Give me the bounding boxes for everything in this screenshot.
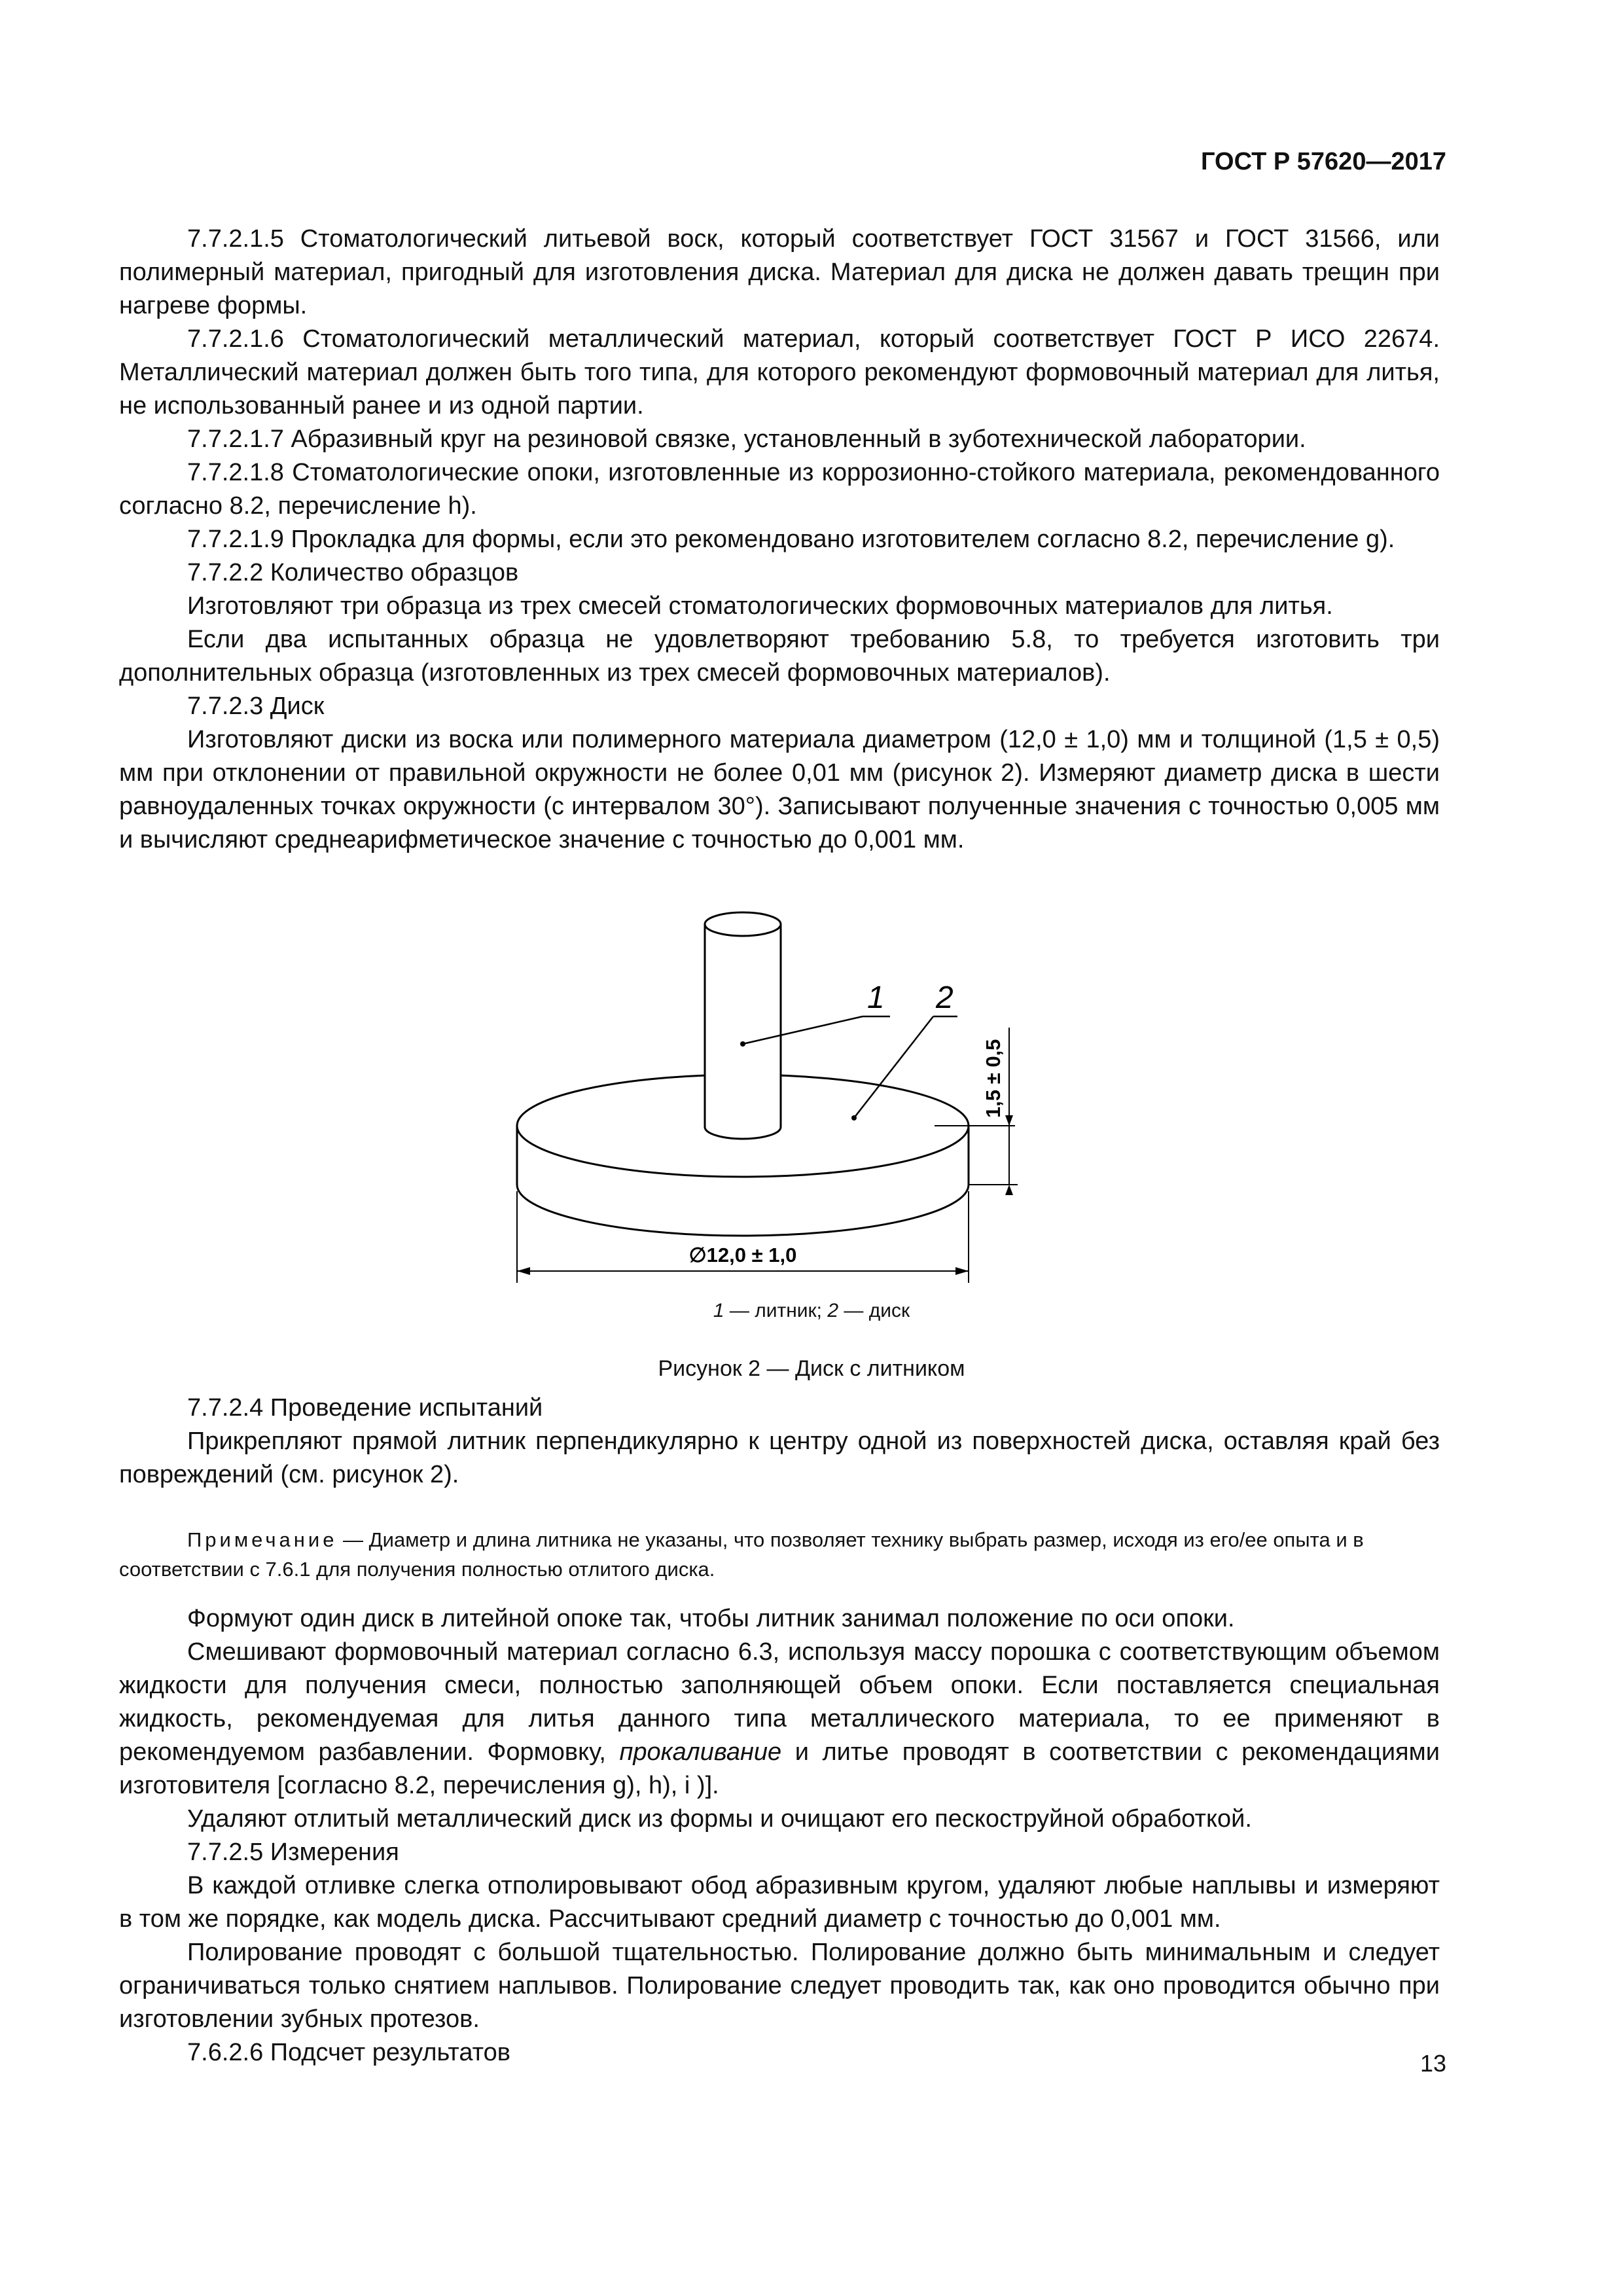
- diameter-arrow-left: [517, 1267, 530, 1275]
- paragraph: Удаляют отлитый металлический диск из формы и очищают его пескоструйной обработкой.: [187, 1805, 1252, 1833]
- paragraph: Полирование проводят с большой тщательностью. Полирование должно быть минимальным и следует ограничиваться только снятием наплывов. Полирование следует проводить так, как оно проводится обычно при изготовлении зубных протезов.: [119, 1939, 1440, 2033]
- paragraph: Изготовляют три образца из трех смесей стоматологических формовочных материалов для литья.: [187, 592, 1333, 620]
- section-heading: 7.7.2.3 Диск: [187, 692, 325, 720]
- note-label: Примечание: [187, 1528, 338, 1551]
- italic-term: прокаливание: [619, 1738, 782, 1766]
- text-block-procedure: [119, 1602, 1440, 2070]
- paragraph-text: и литье проводят в соответствии с рекомендациями изготовителя [согласно 8.2, перечисления g), h), i )].: [119, 1738, 1440, 1799]
- section-heading: 7.7.2.4 Проведение испытаний: [187, 1394, 543, 1422]
- paragraph: Формуют один диск в литейной опоке так, чтобы литник занимал положение по оси опоки.: [187, 1605, 1235, 1632]
- paragraph: Если два испытанных образца не удовлетворяют требованию 5.8, то требуется изготовить три дополнительных образца (изготовленных из трех смесей формовочных материалов).: [119, 626, 1440, 687]
- sprue-body: [705, 924, 781, 1139]
- standard-code-header: ГОСТ Р 57620—2017: [1201, 148, 1446, 175]
- thickness-arrow-bottom: [1005, 1185, 1013, 1195]
- paragraph: Прикрепляют прямой литник перпендикулярно к центру одной из поверхностей диска, оставляя край без повреждений (см. рисунок 2).: [119, 1427, 1440, 1488]
- legend-text-1: — литник;: [724, 1300, 828, 1321]
- section-heading: 7.7.2.5 Измерения: [187, 1839, 399, 1866]
- legend-text-2: — диск: [838, 1300, 910, 1321]
- paragraph: 7.7.2.1.7 Абразивный круг на резиновой связке, установленный в зуботехнической лаборатории.: [187, 425, 1306, 453]
- figure-legend: [0, 1300, 1623, 1322]
- diameter-dimension-label: ∅12,0 ± 1,0: [688, 1244, 797, 1266]
- section-heading: 7.6.2.6 Подсчет результатов: [187, 2039, 510, 2066]
- paragraph: 7.7.2.1.9 Прокладка для формы, если это рекомендовано изготовителем согласно 8.2, перечисление g).: [187, 526, 1395, 553]
- label-2: 2: [936, 980, 954, 1015]
- disk-with-sprue-figure: [497, 897, 1021, 1289]
- figure-title: Рисунок 2 — Диск с литником: [658, 1356, 965, 1381]
- page-number: 13: [1419, 2050, 1446, 2077]
- note-text: — Диаметр и длина литника не указаны, что позволяет технику выбрать размер, исходя из его/ее опыта и в соответствии с 7.6.1 для получения полностью отлитого диска.: [119, 1528, 1364, 1581]
- note-block: [119, 1525, 1440, 1584]
- paragraph-text: Смешивают формовочный материал согласно 6.3, используя массу порошка с соответствующим объемом жидкости для получения смеси, полностью заполняющей объем опоки. Если поставляется специальная жидкость, рекомендуемая для литья данного типа металлического материала, то ее применяют в рекомендуемом разбавлении. Формовку,: [119, 1638, 1440, 1766]
- paragraph: [119, 1636, 1440, 1803]
- thickness-arrow-top: [1005, 1115, 1013, 1126]
- section-heading: 7.7.2.2 Количество образцов: [187, 559, 519, 586]
- paragraph: В каждой отливке слегка отполировывают обод абразивным кругом, удаляют любые наплывы и измеряют в том же порядке, как модель диска. Рассчитывают средний диаметр с точностью до 0,001 мм.: [119, 1872, 1440, 1933]
- paragraph: 7.7.2.1.5 Стоматологический литьевой воск, который соответствует ГОСТ 31567 и ГОСТ 31566, или полимерный материал, пригодный для изготовления диска. Материал для диска не должен давать трещин при нагреве формы.: [119, 225, 1440, 319]
- text-block-materials: [119, 223, 1440, 857]
- text-block-testing: [119, 1391, 1440, 1492]
- legend-number-2: 2: [827, 1300, 839, 1321]
- paragraph: 7.7.2.1.6 Стоматологический металлический материал, который соответствует ГОСТ Р ИСО 22674. Металлический материал должен быть того типа, для которого рекомендуют формовочный материал для литья, не использованный ранее и из одной партии.: [119, 325, 1440, 420]
- legend-number-1: 1: [713, 1300, 724, 1321]
- sprue-top: [705, 912, 781, 936]
- diameter-arrow-right: [955, 1267, 969, 1275]
- paragraph: Изготовляют диски из воска или полимерного материала диаметром (12,0 ± 1,0) мм и толщиной (1,5 ± 0,5) мм при отклонении от правильной окружности не более 0,01 мм (рисунок 2). Измеряют диаметр диска в шести равноудаленных точках окружности (с интервалом 30°). Записывают полученные значения с точностью 0,005 мм и вычисляют среднеарифметическое значение с точностью до 0,001 мм.: [119, 726, 1440, 853]
- label-1: 1: [867, 980, 885, 1015]
- thickness-dimension-label: 1,5 ± 0,5: [982, 1039, 1005, 1118]
- paragraph: 7.7.2.1.8 Стоматологические опоки, изготовленные из коррозионно-стойкого материала, рекомендованного согласно 8.2, перечисление h).: [119, 459, 1440, 520]
